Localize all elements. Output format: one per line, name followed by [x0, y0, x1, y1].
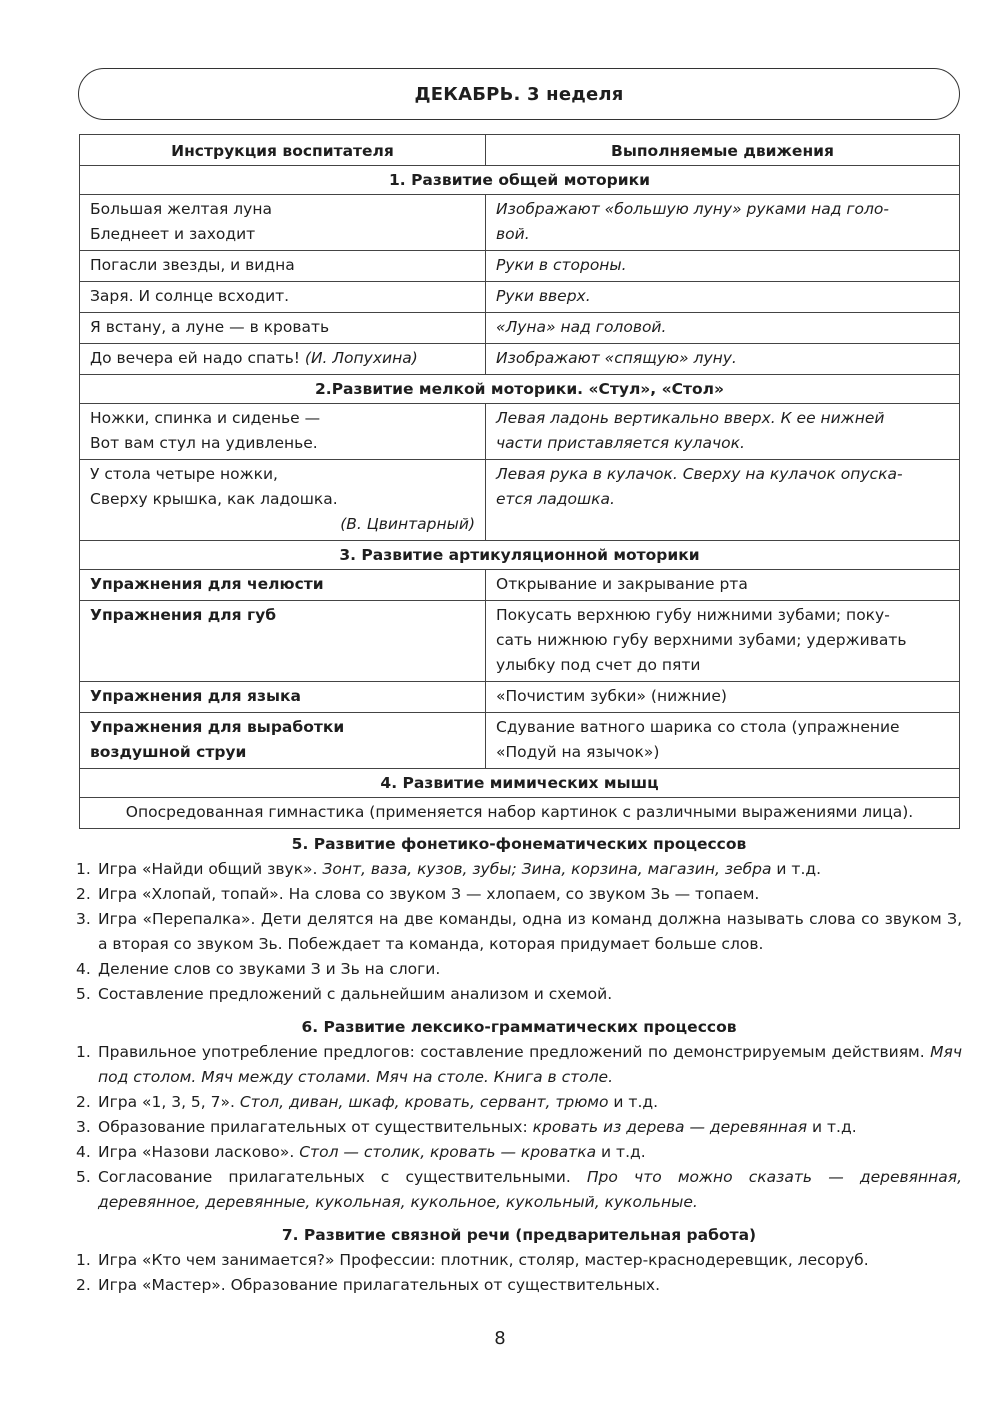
header-banner — [78, 68, 960, 120]
list-item: 2. Игра «Хлопай, топай». На слова со звуком З — хлопаем, со звуком Зь — топаем. — [76, 885, 760, 903]
movement-cell: Руки вверх. — [486, 282, 960, 313]
table-row — [80, 460, 960, 541]
numbered-list — [76, 857, 962, 1007]
movement-line: Сдувание ватного шарика со стола (упражнение — [496, 718, 900, 736]
table-row — [80, 713, 960, 769]
movement-cell — [486, 195, 960, 251]
section-heading: 6. Развитие лексико-грамматических процессов — [301, 1018, 737, 1036]
table-row — [80, 404, 960, 460]
instruction-cell — [80, 344, 486, 375]
section-row — [80, 166, 960, 195]
section-heading: 7. Развитие связной речи (предварительная работа) — [281, 1226, 757, 1244]
movement-cell — [486, 601, 960, 682]
list-item: 4. Деление слов со звуками З и Зь на слоги. — [76, 960, 441, 978]
verse-line: Вот вам стул на удивленье. — [90, 434, 318, 452]
author-credit: (В. Цвинтарный) — [340, 515, 475, 533]
verse-line: Большая желтая луна — [90, 200, 272, 218]
movement-cell — [486, 404, 960, 460]
list-item: 3. Игра «Перепалка». Дети делятся на две команды, одна из команд должна называть слова со звуком З, а вторая со звуком Зь. Побеждает та команда, которая придумает больше слов. — [76, 910, 962, 953]
list-item: 1. Игра «Найди общий звук». Зонт, ваза, кузов, зубы; Зина, корзина, магазин, зебра и т.д. — [76, 860, 822, 878]
section-row — [80, 769, 960, 798]
table-row — [80, 798, 960, 829]
movement-cell — [486, 460, 960, 541]
movement-line: «Подуй на язычок») — [496, 743, 660, 761]
table-row — [80, 313, 960, 344]
verse-line: Бледнеет и заходит — [90, 225, 256, 243]
list-item: 1. Игра «Кто чем занимается?» Профессии: плотник, столяр, мастер-краснодеревщик, лесоруб. — [76, 1251, 869, 1269]
instruction-cell: Погасли звезды, и видна — [80, 251, 486, 282]
table-row — [80, 282, 960, 313]
movement-cell: Руки в стороны. — [486, 251, 960, 282]
table-header-row — [80, 135, 960, 166]
exercise-name-line: воздушной струи — [90, 743, 247, 761]
movement-line: Левая рука в кулачок. Сверху на кулачок опуска- — [496, 465, 903, 483]
movement-line: ется ладошка. — [496, 490, 615, 508]
movement-cell: «Почистим зубки» (нижние) — [486, 682, 960, 713]
column-header-instruction: Инструкция воспитателя — [80, 135, 486, 166]
section-title: 1. Развитие общей моторики — [80, 166, 960, 195]
movement-cell — [486, 713, 960, 769]
movement-line: части приставляется кулачок. — [496, 434, 745, 452]
instruction-cell — [80, 460, 486, 541]
list-item: 4. Игра «Назови ласково». Стол — столик, кровать — кроватка и т.д. — [76, 1143, 646, 1161]
table-row — [80, 344, 960, 375]
table-row — [80, 570, 960, 601]
verse-line: До вечера ей надо спать! — [90, 349, 305, 367]
list-item: 5. Согласование прилагательных с существительными. Про что можно сказать — деревянная, деревянное, деревянные, кукольная, кукольное, кукольный, кукольные. — [76, 1168, 962, 1211]
movement-line: вой. — [496, 225, 530, 243]
exercise-sections — [76, 832, 962, 1306]
exercise-name-line: Упражнения для выработки — [90, 718, 345, 736]
movement-line: Изображают «большую луну» руками над голо- — [496, 200, 889, 218]
list-item: 1. Правильное употребление предлогов: составление предложений по демонстрируемым действиям. Мяч под столом. Мяч между столами. Мяч на столе. Книга в столе. — [76, 1043, 962, 1086]
section-heading: 5. Развитие фонетико-фонематических процессов — [291, 835, 747, 853]
table-row — [80, 682, 960, 713]
list-item: 2. Игра «1, 3, 5, 7». Стол, диван, шкаф, кровать, сервант, трюмо и т.д. — [76, 1093, 659, 1111]
section-title: 4. Развитие мимических мышц — [80, 769, 960, 798]
table-row — [80, 601, 960, 682]
movement-cell: Открывание и закрывание рта — [486, 570, 960, 601]
table-row — [80, 251, 960, 282]
exercise-table — [79, 134, 960, 829]
movement-line: улыбку под счет до пяти — [496, 656, 701, 674]
numbered-list — [76, 1248, 962, 1298]
page-number: 8 — [494, 1328, 506, 1349]
instruction-cell — [80, 195, 486, 251]
movement-line: Покусать верхнюю губу нижними зубами; поку- — [496, 606, 890, 624]
list-item: 3. Образование прилагательных от существительных: кровать из дерева — деревянная и т.д. — [76, 1118, 857, 1136]
instruction-cell — [80, 404, 486, 460]
verse-line: У стола четыре ножки, — [90, 465, 278, 483]
column-header-movements: Выполняемые движения — [486, 135, 960, 166]
section-row — [80, 541, 960, 570]
instruction-cell: Заря. И солнце всходит. — [80, 282, 486, 313]
full-width-cell: Опосредованная гимнастика (применяется набор картинок с различными выражениями лица). — [80, 798, 960, 829]
page-title: ДЕКАБРЬ. 3 неделя — [414, 83, 624, 105]
movement-cell: «Луна» над головой. — [486, 313, 960, 344]
instruction-cell: Я встану, а луне — в кровать — [80, 313, 486, 344]
section-title: 3. Развитие артикуляционной моторики — [80, 541, 960, 570]
list-item: 2. Игра «Мастер». Образование прилагательных от существительных. — [76, 1276, 661, 1294]
list-item: 5. Составление предложений с дальнейшим анализом и схемой. — [76, 985, 613, 1003]
movement-cell: Изображают «спящую» луну. — [486, 344, 960, 375]
movement-line: сать нижнюю губу верхними зубами; удерживать — [496, 631, 907, 649]
table-row — [80, 195, 960, 251]
numbered-list — [76, 1040, 962, 1215]
exercise-name-cell: Упражнения для челюсти — [80, 570, 486, 601]
exercise-name-cell: Упражнения для губ — [80, 601, 486, 682]
section-row — [80, 375, 960, 404]
movement-line: Левая ладонь вертикально вверх. К ее нижней — [496, 409, 885, 427]
section-title: 2.Развитие мелкой моторики. «Стул», «Стол» — [80, 375, 960, 404]
exercise-name-cell: Упражнения для языка — [80, 682, 486, 713]
author-credit: (И. Лопухина) — [304, 349, 418, 367]
exercise-name-cell — [80, 713, 486, 769]
verse-line: Сверху крышка, как ладошка. — [90, 490, 338, 508]
verse-line: Ножки, спинка и сиденье — — [90, 409, 321, 427]
